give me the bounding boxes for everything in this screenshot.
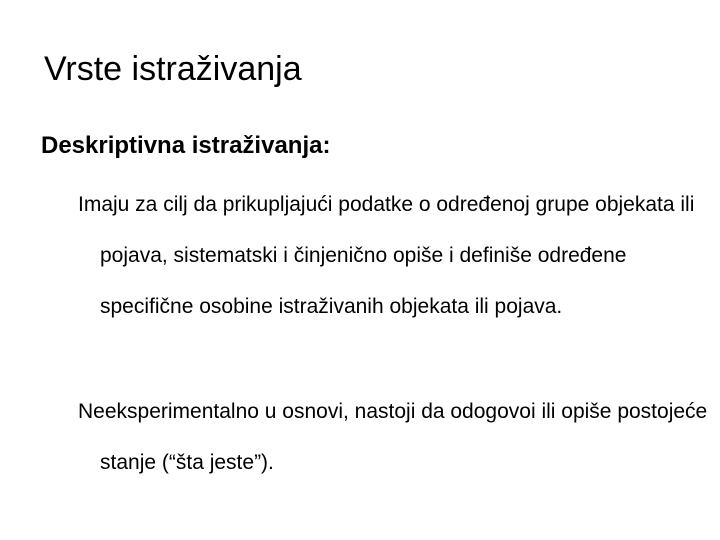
- slide-title: Vrste istraživanja: [44, 50, 302, 88]
- body-paragraph: Neeksperimentalno u osnovi, nastoji da odogovoi ili opiše postojeće stanje (“šta jeste”).: [78, 400, 708, 474]
- section-heading: Deskriptivna istraživanja:: [41, 132, 331, 159]
- body-paragraph: Imaju za cilj da prikupljajući podatke o određenoj grupe objekata ili pojava, sistematski i činjenično opiše i definiše određene specifične osobine istraživanih objekata ili pojava.: [78, 193, 695, 318]
